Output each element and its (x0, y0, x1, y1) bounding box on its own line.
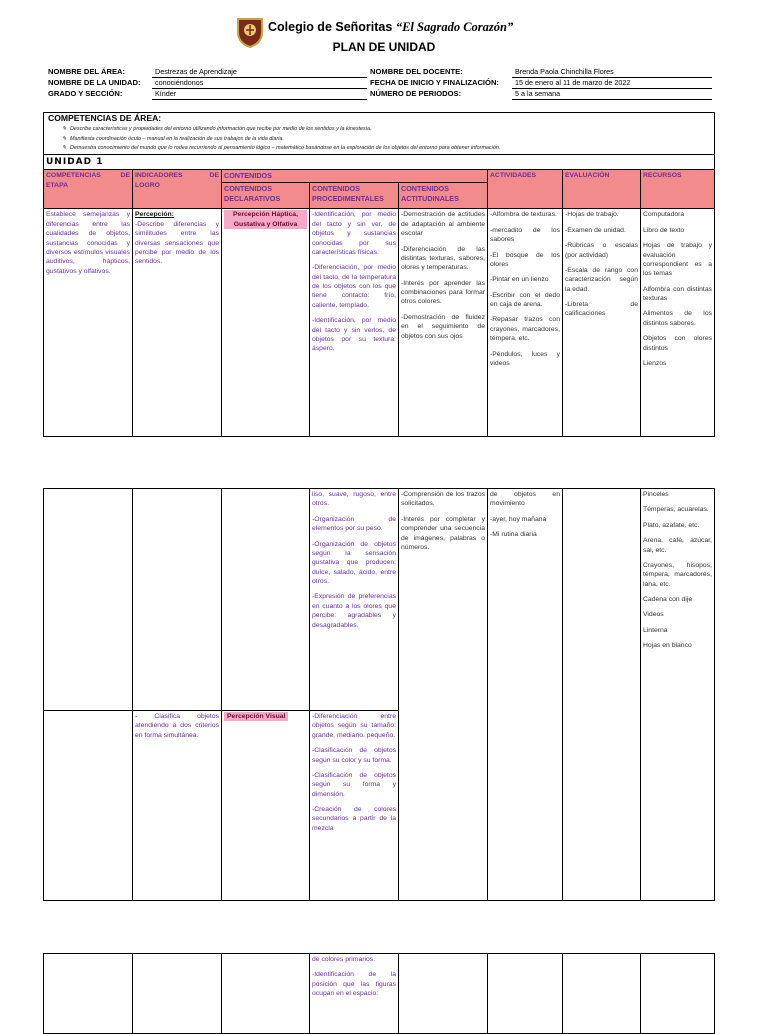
dates-label: FECHA DE INICIO Y FINALIZACIÓN: (370, 78, 499, 87)
procedimental-item: -Clasificación de objetos según su color y su forma. (312, 747, 396, 764)
cell-actividades (488, 209, 563, 437)
school-prefix: Colegio de Señoritas (268, 20, 396, 34)
area-label: NOMBRE DEL ÁREA: (48, 67, 126, 76)
indicador-text: - Clasifica objetos atendiendo a dos criterios en forma simultánea. (135, 713, 219, 739)
pencil-icon: ✎ (62, 145, 67, 151)
actitudinal-item: -Comprensión de los trazos solicitados. (401, 491, 485, 508)
declarativo-tag: Percepción Visual (224, 712, 288, 721)
cell-evaluacion (563, 209, 641, 437)
competencia-area-item (62, 136, 284, 142)
header-recursos: RECURSOS (641, 170, 715, 209)
cell-indicador (133, 954, 222, 1034)
procedimental-item: -Organización de objetos según la sensación gustativa que producen: dulce, salado, ácido, entre otros. (312, 540, 396, 585)
cell-actitudinales (399, 954, 488, 1034)
unit-plan-table-continued (43, 488, 715, 901)
grade-value: Kínder (155, 89, 177, 98)
header-indicadores: INDICADORES DE LOGRO (133, 170, 222, 209)
cell-declarativo (222, 711, 310, 901)
cell-recursos (641, 209, 715, 437)
actitudinal-item: -Diferenciación de las distintas texturas, sabores, olores y temperaturas. (401, 245, 485, 272)
header-actitudinales: CONTENIDOS ACTITUDINALES (399, 183, 488, 209)
unit-title: UNIDAD 1 (44, 155, 715, 170)
cell-actitudinales (399, 489, 488, 901)
actitudinal-item: -Demostración de fluidez en el seguimiento de objetos con sus ojos (401, 313, 485, 340)
competencia-area-text: Describe características y propiedades del entorno utilizando información que recibe por medio de los sentidos y la kinestesia. (70, 126, 372, 132)
actividad-item: -Péndulos, luces y videos (490, 350, 560, 367)
teacher-value: Brenda Paola Chinchilla Flores (515, 67, 614, 76)
actividad-item: -Alfombra de texturas. (490, 211, 557, 219)
cell-declarativo (222, 209, 310, 437)
recurso-item: Objetos con olores distintos (643, 335, 712, 352)
unit-label: NOMBRE DE LA UNIDAD: (48, 78, 141, 87)
procedimental-item: de colores primarios. (312, 956, 376, 963)
procedimental-item: -Identificación, por medio del tacto y sin ver, de objetos y sustancias conocidas por sus características físicas. (312, 211, 396, 256)
school-quoted-name: “El Sagrado Corazón” (395, 20, 514, 34)
unit-plan-table (43, 154, 715, 437)
cell-indicador (133, 489, 222, 711)
area-value: Destrezas de Aprendizaje (155, 67, 237, 76)
actividad-item: -Mi rutina diaria (490, 531, 537, 539)
recurso-item: Alimentos de los distintos sabores. (643, 310, 712, 327)
unit-value: conociéndonos (155, 78, 204, 87)
unit-plan-table-page3 (43, 953, 715, 1034)
evaluacion-item: -Libreta de calificaciones (565, 301, 638, 318)
cell-evaluacion (563, 489, 641, 901)
teacher-label: NOMBRE DEL DOCENTE: (370, 67, 463, 76)
dates-value: 15 de enero al 11 de marzo de 2022 (515, 78, 631, 87)
cell-declarativo (222, 954, 310, 1034)
cell-declarativo (222, 489, 310, 711)
cell-procedimentales (310, 954, 399, 1034)
actividad-item: -mercadito de los sabores (490, 226, 560, 244)
actividad-item: -Repasar trazos con crayones, marcadores, témpera, etc. (490, 316, 560, 343)
cell-procedimentales (310, 489, 399, 711)
competencia-area-item (62, 126, 371, 132)
cell-actividades (488, 954, 563, 1034)
pencil-icon: ✎ (62, 136, 67, 142)
actividad-item: -Escribir con el dedo en caja de arena. (490, 291, 560, 309)
cell-indicador (133, 209, 222, 437)
actividad-item: -ayer, hoy mañana (490, 515, 547, 523)
header-actividades: ACTIVIDADES (488, 170, 563, 209)
periods-label: NÚMERO DE PERIODOS: (370, 89, 462, 98)
recurso-item: Crayones, hisopos, témpera, marcadores, lana, etc. (643, 561, 712, 588)
school-name (268, 20, 513, 35)
page-title: PLAN DE UNIDAD (332, 40, 436, 54)
pencil-icon: ✎ (62, 126, 67, 132)
competencia-area-text: Manifiesta coordinación óculo – manual en la realización de sus trabajos de la vida diaria. (70, 136, 284, 142)
recurso-item: Témperas, acuarelas. (643, 506, 709, 514)
indicador-text: -Describe diferencias y similitudes entre las diversas sensaciones que percibe por medio de los sentidos. (135, 220, 219, 266)
recurso-item: Hojas en blanco (643, 642, 692, 650)
periods-value: 5 a la semana (515, 89, 561, 98)
evaluacion-item: -Escala de rango con caracterización según la edad. (565, 266, 638, 293)
actitudinal-item: -Interés por aprender las combinaciones para formar otros colores. (401, 279, 485, 306)
cell-recursos (641, 954, 715, 1034)
recurso-item: Libro de texto (643, 226, 685, 234)
procedimental-item: -Creación de colores secundarios a partir de la mezcla (312, 806, 396, 832)
actividad-item: de objetos en movimiento (490, 491, 560, 508)
cell-actitudinales (399, 209, 488, 437)
procedimental-item: -Organización de elementos por su peso. (312, 515, 396, 533)
procedimental-item: -Diferenciación entre objetos según su tamaño: grande, mediano, pequeño. (312, 713, 396, 739)
procedimental-item: -Identificación de la posición que las figuras ocupan en el espacio: (312, 971, 396, 998)
cell-competencia (44, 489, 133, 711)
actividad-item: -Pintar en un lienzo (490, 276, 549, 284)
header-evaluacion: EVALUACIÓN (563, 170, 641, 209)
cell-indicador (133, 711, 222, 901)
recurso-item: Lienzos (643, 359, 667, 367)
actitudinal-item: -Interés por completar y comprender una secuencia de imágenes, palabras o números. (401, 515, 485, 551)
declarativo-tag: Percepción Háptica, Gustativa y Olfativa (224, 210, 307, 229)
procedimental-item: -Expresión de preferencias en cuanto a los olores que percibe: agradables y desagradables. (312, 593, 396, 629)
indicador-title: Percepción: (135, 211, 174, 219)
evaluacion-item: -Examen de unidad. (565, 226, 626, 234)
evaluacion-item: -Hojas de trabajo. (565, 211, 619, 219)
header-procedimentales: CONTENIDOS PROCEDIMENTALES (310, 183, 399, 209)
procedimental-item: -Diferenciación, por medio del tacto, de la temperatura de los objetos con los que tiene contacto: frío, caliente, templado. (312, 264, 396, 309)
competencia-area-text: Demuestra conocimiento del mundo que lo rodea recurriendo al pensamiento lógico – matemático basándose en la exploración de los objetos del entorno para obtener información. (70, 145, 501, 151)
competencia-area-item (62, 145, 500, 151)
recurso-item: Linterna (643, 626, 668, 634)
header-competencias: COMPETENCIAS DE ETAPA (44, 170, 133, 209)
procedimental-item: liso, suave, rugoso, entre otros. (312, 491, 396, 508)
recurso-item: Computadora (643, 211, 685, 219)
grade-label: GRADO Y SECCIÓN: (48, 89, 123, 98)
competencia-text: Establece semejanzas y diferencias entre las cualidades de objetos, sustancias conocidas y diversos estímulos visuales auditivos, hápticos, gustativos y olfativos. (46, 211, 130, 275)
cell-evaluacion (563, 954, 641, 1034)
recurso-item: Pinceles (643, 491, 669, 498)
cell-competencia (44, 209, 133, 437)
procedimental-item: -Clasificación de objetos según su forma y dimensión. (312, 771, 396, 798)
header-contenidos: CONTENIDOS (222, 170, 488, 183)
recurso-item: Cadena con dije (643, 596, 693, 603)
cell-competencia (44, 711, 133, 901)
recurso-item: Arena, café, azúcar, sal, etc. (643, 537, 712, 554)
cell-procedimentales (310, 711, 399, 901)
recurso-item: Plato, azafate, etc. (643, 521, 700, 529)
recurso-item: Videos (643, 611, 664, 619)
cell-competencia (44, 954, 133, 1034)
cell-actividades (488, 489, 563, 901)
recurso-item: Hojas de trabajo y evaluación correspondient es a los temas (643, 242, 712, 278)
procedimental-item: -Identificación, por medio del tacto y sin verlos, de objetos por su textura: áspero, (312, 317, 396, 353)
recurso-item: Alfombra con distintas texturas (643, 285, 712, 303)
evaluacion-item: -Rúbricas o escalas (por actividad) (565, 242, 638, 259)
actitudinal-item: -Demostración de actitudes de adaptación al ambiente escolar (401, 211, 485, 238)
actividad-item: -El bosque de los olores (490, 251, 560, 268)
cell-procedimentales (310, 209, 399, 437)
competencias-area-title: COMPETENCIAS DE ÁREA: (48, 113, 162, 123)
header-declarativos: CONTENIDOS DECLARATIVOS (222, 183, 310, 209)
cell-recursos (641, 489, 715, 901)
